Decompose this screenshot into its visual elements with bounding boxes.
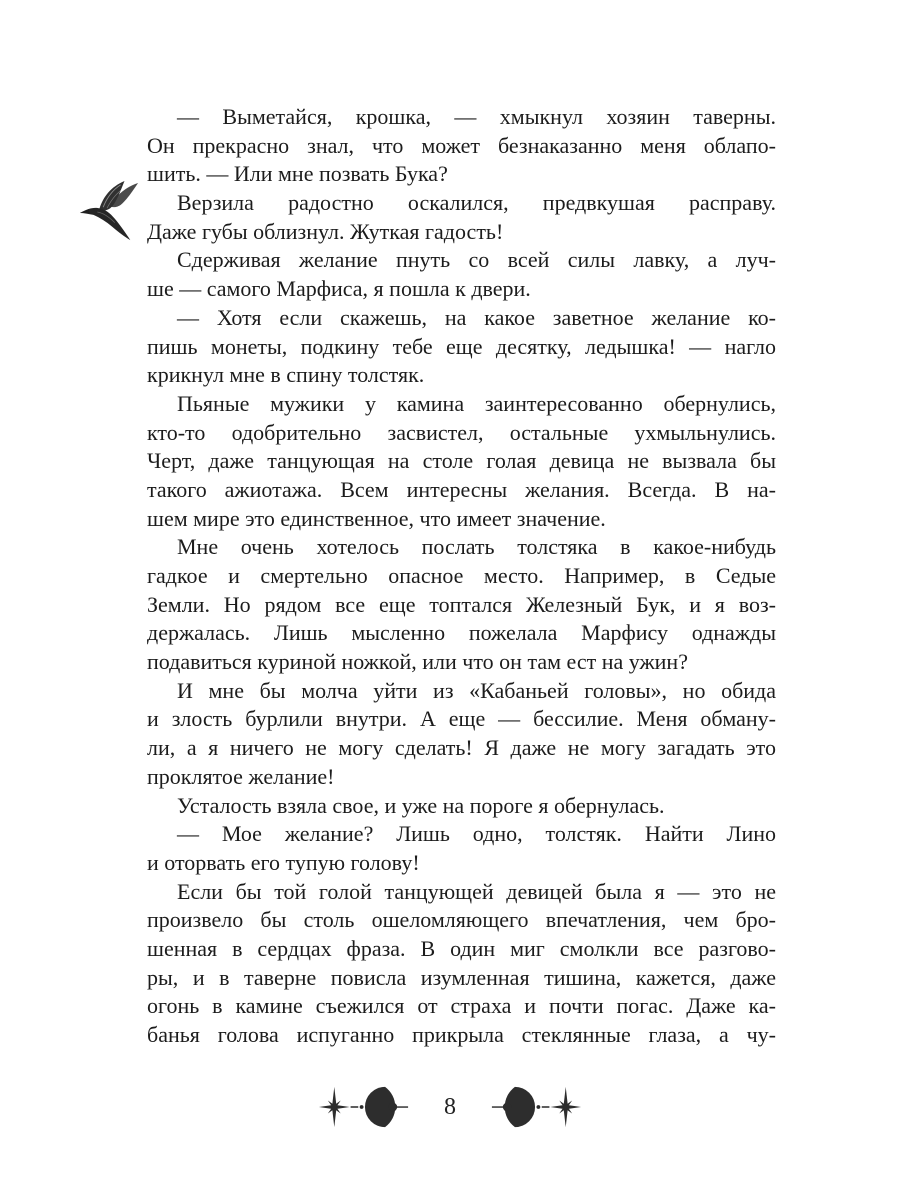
text-line: шенная в сердцах фраза. В один миг смолкли все разгово-	[147, 935, 776, 961]
text-line: шем мире это единственное, что имеет значение.	[147, 505, 606, 531]
text-line: держалась. Лишь мысленно пожелала Марфису однажды	[147, 620, 776, 646]
moon-star-ornament-right	[485, 1084, 587, 1130]
text-line: Верзила радостно оскалился, предвкушая расправу.	[177, 190, 776, 216]
text-line: подавиться куриной ножкой, или что он там ест на ужин?	[147, 649, 688, 675]
text-line: и злость бурлили внутри. А еще — бессилие. Меня обману-	[147, 706, 776, 732]
text-line: — Мое желание? Лишь одно, толстяк. Найти Лино	[177, 821, 776, 847]
paragraph	[147, 677, 776, 792]
text-line: кто-то одобрительно засвистел, остальные ухмыльнулись.	[147, 419, 776, 445]
text-line: и оторвать его тупую голову!	[147, 849, 420, 875]
text-line: Черт, даже танцующая на столе голая девица не вызвала бы	[147, 448, 776, 474]
page-text	[147, 103, 776, 1050]
text-line: Даже губы облизнул. Жуткая гадость!	[147, 218, 504, 244]
text-line: пишь монеты, подкину тебе еще десятку, ледышка! — нагло	[147, 333, 776, 359]
text-line: ры, и в таверне повисла изумленная тишина, кажется, даже	[147, 964, 776, 990]
text-line: шить. — Или мне позвать Бука?	[147, 161, 448, 187]
text-line: гадкое и смертельно опасное место. Например, в Седые	[147, 563, 776, 588]
text-line: Сдерживая желание пнуть со всей силы лавку, а луч-	[177, 247, 776, 273]
paragraph	[147, 189, 776, 246]
text-line: огонь в камине съежился от страха и почти погас. Даже ка-	[147, 993, 776, 1019]
text-line: — Хотя если скажешь, на какое заветное желание ко-	[177, 304, 776, 330]
text-line: И мне бы молча уйти из «Кабаньей головы», но обида	[177, 677, 776, 703]
page-number: 8	[444, 1094, 456, 1120]
text-line: крикнул мне в спину толстяк.	[147, 362, 425, 388]
text-line: проклятое желание!	[147, 763, 335, 789]
text-line: ше — самого Марфиса, я пошла к двери.	[147, 276, 531, 302]
page-footer	[0, 1082, 900, 1132]
paragraph	[147, 246, 776, 303]
paragraph	[147, 103, 776, 189]
paragraph	[147, 878, 776, 1050]
text-line: Земли. Но рядом все еще топтался Железный Бук, и я воз-	[147, 591, 776, 617]
paragraph	[147, 792, 776, 821]
text-line: — Выметайся, крошка, — хмыкнул хозяин таверны.	[177, 104, 776, 129]
paragraph	[147, 820, 776, 877]
paragraph	[147, 304, 776, 390]
raven-icon	[78, 180, 140, 244]
text-line: произвело бы столь ошеломляющего впечатления, чем бро-	[147, 907, 776, 933]
text-line: Пьяные мужики у камина заинтересованно обернулись,	[177, 390, 776, 416]
text-line: банья голова испуганно прикрыла стеклянные глаза, а чу-	[147, 1022, 776, 1047]
text-line: Усталость взяла свое, и уже на пороге я обернулась.	[177, 792, 665, 818]
text-line: ли, а я ничего не могу сделать! Я даже не могу загадать это	[147, 735, 776, 761]
text-line: Он прекрасно знал, что может безнаказанно меня облапо-	[147, 132, 776, 158]
text-line: такого ажиотажа. Всем интересны желания. Всегда. В на-	[147, 476, 776, 502]
text-line: Мне очень хотелось послать толстяка в какое-нибудь	[177, 534, 776, 560]
text-line: Если бы той голой танцующей девицей была я — это не	[177, 878, 776, 904]
paragraph	[147, 533, 776, 676]
moon-star-ornament-left	[313, 1084, 415, 1130]
paragraph	[147, 390, 776, 533]
